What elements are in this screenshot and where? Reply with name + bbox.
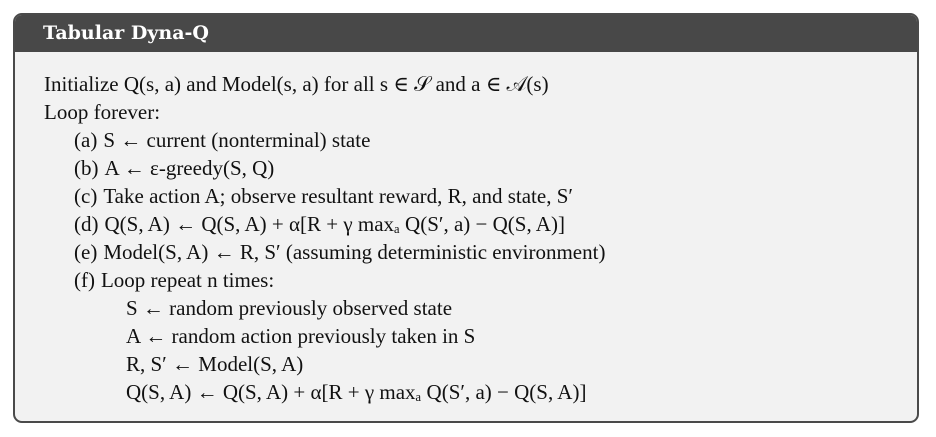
algorithm-line (44, 70, 917, 98)
step-text: S ← current (nonterminal) state (103, 128, 371, 152)
algorithm-line (44, 98, 917, 126)
algorithm-substep (44, 350, 917, 378)
algorithm-substep (44, 378, 917, 406)
step-text: Q(S, A) ← Q(S, A) + α[R + γ maxₐ Q(S′, a) − Q(S, A)] (104, 212, 565, 236)
substep-text: A ← random action previously taken in S (126, 324, 476, 348)
step-label: (a) (74, 128, 98, 152)
step-label: (b) (74, 156, 99, 180)
step-text: Loop repeat n times: (100, 268, 275, 292)
algorithm-step (44, 210, 917, 238)
line-text: Initialize Q(s, a) and Model(s, a) for all s ∈ 𝒮 and a ∈ 𝒜(s) (44, 72, 549, 96)
substep-text: Q(S, A) ← Q(S, A) + α[R + γ maxₐ Q(S′, a) − Q(S, A)] (126, 380, 587, 404)
algorithm-body (15, 52, 917, 406)
algorithm-substep (44, 294, 917, 322)
substep-text: S ← random previously observed state (126, 296, 453, 320)
step-text: Model(S, A) ← R, S′ (assuming deterministic environment) (103, 240, 606, 264)
line-text: Loop forever: (44, 100, 161, 124)
substep-text: R, S′ ← Model(S, A) (126, 352, 304, 376)
step-label: (d) (74, 212, 99, 236)
step-label: (e) (74, 240, 98, 264)
step-text: A ← ε-greedy(S, Q) (104, 156, 275, 180)
algorithm-step (44, 182, 917, 210)
algorithm-title: Tabular Dyna-Q (15, 15, 917, 52)
step-label: (c) (74, 184, 98, 208)
step-text: Take action A; observe resultant reward, R, and state, S′ (103, 184, 573, 208)
algorithm-substep (44, 322, 917, 350)
step-label: (f) (74, 268, 95, 292)
algorithm-step (44, 266, 917, 294)
algorithm-box (13, 13, 919, 423)
algorithm-step (44, 238, 917, 266)
algorithm-step (44, 126, 917, 154)
algorithm-step (44, 154, 917, 182)
